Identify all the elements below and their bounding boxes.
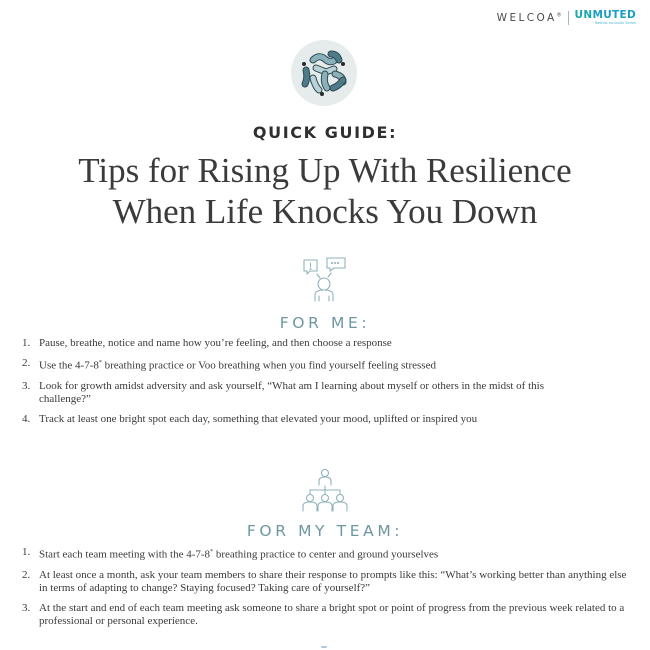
brand-divider: [568, 11, 569, 25]
list-item: 2. Use the 4-7-8* breathing practice or Voo breathing when you find yourself feeling stressed: [22, 357, 436, 372]
list-item: 4. Track at least one bright spot each day, something that elevated your mood, uplifted or inspired you: [22, 412, 478, 425]
brand-logos: [497, 10, 636, 25]
person-speech-bubbles-icon: [300, 256, 350, 302]
list-item: 1. Pause, breathe, notice and name how you’re feeling, and then choose a response: [22, 337, 392, 349]
unmuted-logo: UNMUTED Radical Inclusion Series: [574, 9, 636, 25]
list-item: 3. At the start and end of each team meeting ask someone to share a bright spot or point of progress from the previous week related to a professional or personal experience.: [22, 601, 625, 627]
for-my-team-heading: FOR MY TEAM:: [246, 522, 404, 540]
footer-mark: [321, 646, 327, 648]
list-item: 1. Start each team meeting with the 4-7-8* breathing practice to center and ground yourselves: [22, 546, 439, 561]
welcoa-logo: WELCOA®: [496, 11, 562, 24]
resilience-molecules-icon: [291, 40, 357, 106]
for-me-heading: FOR ME:: [279, 314, 371, 332]
list-item: 3. Look for growth amidst adversity and ask yourself, “What am I learning about myself or others in the midst of this challenge?”: [22, 379, 544, 405]
list-item: 2. At least once a month, ask your team members to share their response to prompts like this: “What’s working better than anything else in terms of adapting to change? Staying focused? Taking care of yourself?”: [22, 568, 627, 594]
team-hierarchy-icon: [300, 466, 350, 512]
for-me-tips: [22, 337, 632, 426]
for-my-team-tips: [22, 546, 632, 628]
page-title: Tips for Rising Up With Resilience When Life Knocks You Down: [78, 151, 572, 231]
quick-guide-kicker: QUICK GUIDE:: [252, 123, 398, 142]
